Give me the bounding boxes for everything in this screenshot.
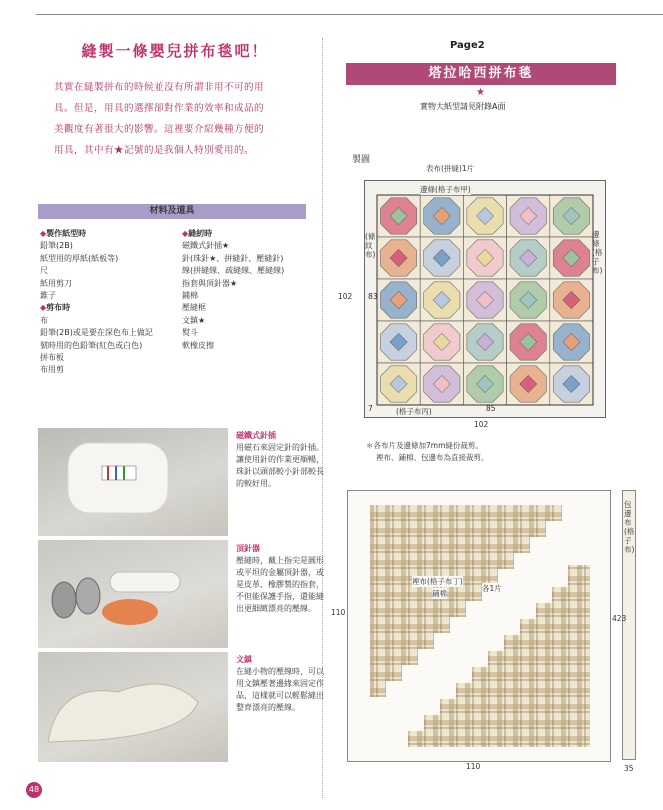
cutting-note <box>366 440 489 464</box>
materials-item: 熨斗 <box>182 328 198 338</box>
tool-desc: 珠針以頭部較小針部較長 <box>236 467 324 476</box>
tool-desc: 品，這樣就可以輕鬆縫出 <box>236 691 324 700</box>
materials-item: 拼布板 <box>40 353 64 363</box>
page-label: Page2 <box>450 40 485 51</box>
quilt-block <box>507 321 550 363</box>
quilt-block <box>463 237 506 279</box>
diamond-icon: ◆ <box>40 303 47 313</box>
materials-item: 指套與頂針器★ <box>182 278 238 288</box>
tool-desc: 在縫小物的壓線時，可以 <box>236 667 324 676</box>
bottom-border-label: (格子布丙) <box>396 407 432 416</box>
diamond-icon: ◆ <box>182 229 189 238</box>
tool-desc: 是皮革、橡膠製的指套， <box>236 580 324 589</box>
quilt-block <box>507 195 550 237</box>
backing-diagram <box>347 490 611 762</box>
quilt-blocks <box>365 181 605 417</box>
materials-subheading <box>182 228 312 240</box>
quilt-block <box>377 363 420 405</box>
tool-desc: 不但能保護手指，還能縫 <box>236 592 324 601</box>
dim-border: 7 <box>368 404 373 413</box>
quilt-block <box>550 321 593 363</box>
quilt-block <box>507 279 550 321</box>
quilt-block <box>550 279 593 321</box>
quilt-block <box>463 321 506 363</box>
dim-binding-length: 423 <box>612 614 627 623</box>
quilt-block <box>420 321 463 363</box>
right-border-label: 邊條(格子布) <box>592 230 603 275</box>
quilt-block <box>463 195 506 237</box>
pattern-note: 實物大紙型請見附錄A面 <box>420 102 506 111</box>
page-number: 48 <box>26 782 42 798</box>
quilt-block <box>507 363 550 405</box>
star-mark: ★ <box>476 87 485 98</box>
quilt-block <box>550 363 593 405</box>
tool-desc: 用文鎮壓著邊緣來固定作 <box>236 679 324 688</box>
materials-item: 文鎮★ <box>182 315 206 325</box>
paperweight-photo <box>38 652 228 762</box>
materials-item: 布用剪 <box>40 365 64 375</box>
intro-line: 具。但是，用具的選擇卻對作業的效率和成品的 <box>54 103 265 114</box>
border-label: 邊條(格子布甲) <box>420 185 471 194</box>
materials-item: 軟橡皮擦 <box>182 340 214 350</box>
materials-item: 布 <box>40 315 48 325</box>
thimble-illustration <box>38 540 228 648</box>
pincushion-illustration <box>38 428 228 536</box>
materials-item: 紙用剪刀 <box>40 278 72 288</box>
quilt-diagram <box>364 180 606 418</box>
top-rule <box>36 14 663 15</box>
materials-column-2 <box>182 228 312 352</box>
quilt-block <box>377 321 420 363</box>
left-border-label: (條紋布) <box>365 232 376 259</box>
quilt-block <box>377 195 420 237</box>
note-line: 裡布、鋪棉、包邊布為直接裁剪。 <box>376 453 489 462</box>
intro-line: 美觀度有著很大的影響。這裡要介紹幾種方便的 <box>54 124 265 135</box>
quilt-block <box>420 279 463 321</box>
tool-desc: 用磁石來固定針的針插。 <box>236 443 324 452</box>
materials-column-1 <box>40 228 180 377</box>
materials-item: 鋪棉 <box>182 291 198 301</box>
quilt-block <box>463 279 506 321</box>
dim-inner-height: 83 <box>368 292 378 301</box>
subheading-text: 剪布時 <box>46 303 71 313</box>
tool-desc: 或平坦的金屬頂針器，或 <box>236 568 324 577</box>
quilt-block <box>550 237 593 279</box>
tool-pincushion <box>236 430 328 490</box>
quilt-block <box>420 363 463 405</box>
dim-backing-width: 110 <box>466 762 481 771</box>
dim-width: 102 <box>474 420 489 429</box>
tool-desc: 讓使用針的作業更順暢， <box>236 455 324 464</box>
diamond-icon: ◆ <box>40 229 47 238</box>
paperweight-illustration <box>38 652 228 762</box>
materials-item: 尺 <box>40 266 48 276</box>
subheading-text: 縫紉時 <box>188 229 213 238</box>
dim-inner-width: 85 <box>486 404 496 413</box>
note-line: ＊各布片及邊條加7mm縫份裁剪。 <box>366 441 483 450</box>
materials-item: 紙型用的厚紙(紙板等) <box>40 253 119 263</box>
quilt-block <box>420 237 463 279</box>
materials-item: 磁鐵式針插★ <box>182 241 230 251</box>
materials-item: 線(拼縫線、疏縫線、壓縫線) <box>182 266 285 276</box>
intro-line: 用具，其中有★記號的是我個人特別愛用的。 <box>54 145 255 156</box>
thimble-photo <box>38 540 228 648</box>
batting-label: 鋪棉 <box>432 589 447 598</box>
materials-subheading <box>40 228 180 240</box>
materials-item: 針(珠針★、拼縫針、壓縫針) <box>182 253 284 263</box>
pattern-title: 塔拉哈西拼布毯 <box>346 63 616 85</box>
dim-backing-height: 110 <box>331 608 346 617</box>
quilt-block <box>377 279 420 321</box>
tool-desc: 出更細緻漂亮的壓線。 <box>236 604 316 613</box>
quilt-block <box>377 237 420 279</box>
tool-name: 頂針器 <box>236 544 260 553</box>
top-fabric-label: 表布(拼縫)1片 <box>426 164 475 173</box>
quilt-block <box>420 195 463 237</box>
page-title: 縫製一條嬰兒拼布毯吧！ <box>81 42 269 60</box>
backing-plaid <box>348 491 610 761</box>
piece-count-label: 各1片 <box>482 584 502 593</box>
lining-label: 裡布(格子布丁) <box>412 577 463 586</box>
materials-header: 材料及道具 <box>38 204 306 219</box>
pincushion-photo <box>38 428 228 536</box>
materials-item: 鉛筆(2B)或是要在深色布上做記 <box>40 328 153 338</box>
tool-desc: 整齊漂亮的壓線。 <box>236 703 300 712</box>
materials-item: 壓縫框 <box>182 303 206 313</box>
tool-paperweight <box>236 654 328 714</box>
tool-thimble <box>236 543 328 615</box>
dim-height: 102 <box>338 292 353 301</box>
subheading-text: 製作紙型時 <box>46 229 87 238</box>
materials-subheading <box>40 302 180 314</box>
tool-name: 文鎮 <box>236 655 252 664</box>
intro-text <box>54 77 294 161</box>
intro-line: 其實在縫製拼布的時候並沒有所謂非用不可的用 <box>54 82 265 93</box>
materials-item: 號時用的色鉛筆(紅色或白色) <box>40 340 143 350</box>
materials-item: 錐子 <box>40 291 56 301</box>
tool-desc: 的較好用。 <box>236 479 276 488</box>
binding-label: 包邊布(格子布) <box>624 500 635 554</box>
dim-binding-width: 35 <box>624 764 634 773</box>
quilt-block <box>507 237 550 279</box>
materials-item: 鉛筆(2B) <box>40 241 73 251</box>
quilt-block <box>550 195 593 237</box>
tool-desc: 壓縫時，戴上指尖是圓形 <box>236 556 324 565</box>
quilt-block <box>463 363 506 405</box>
diagram-label: 製圖 <box>352 155 371 165</box>
tool-name: 磁鐵式針插 <box>236 431 276 440</box>
